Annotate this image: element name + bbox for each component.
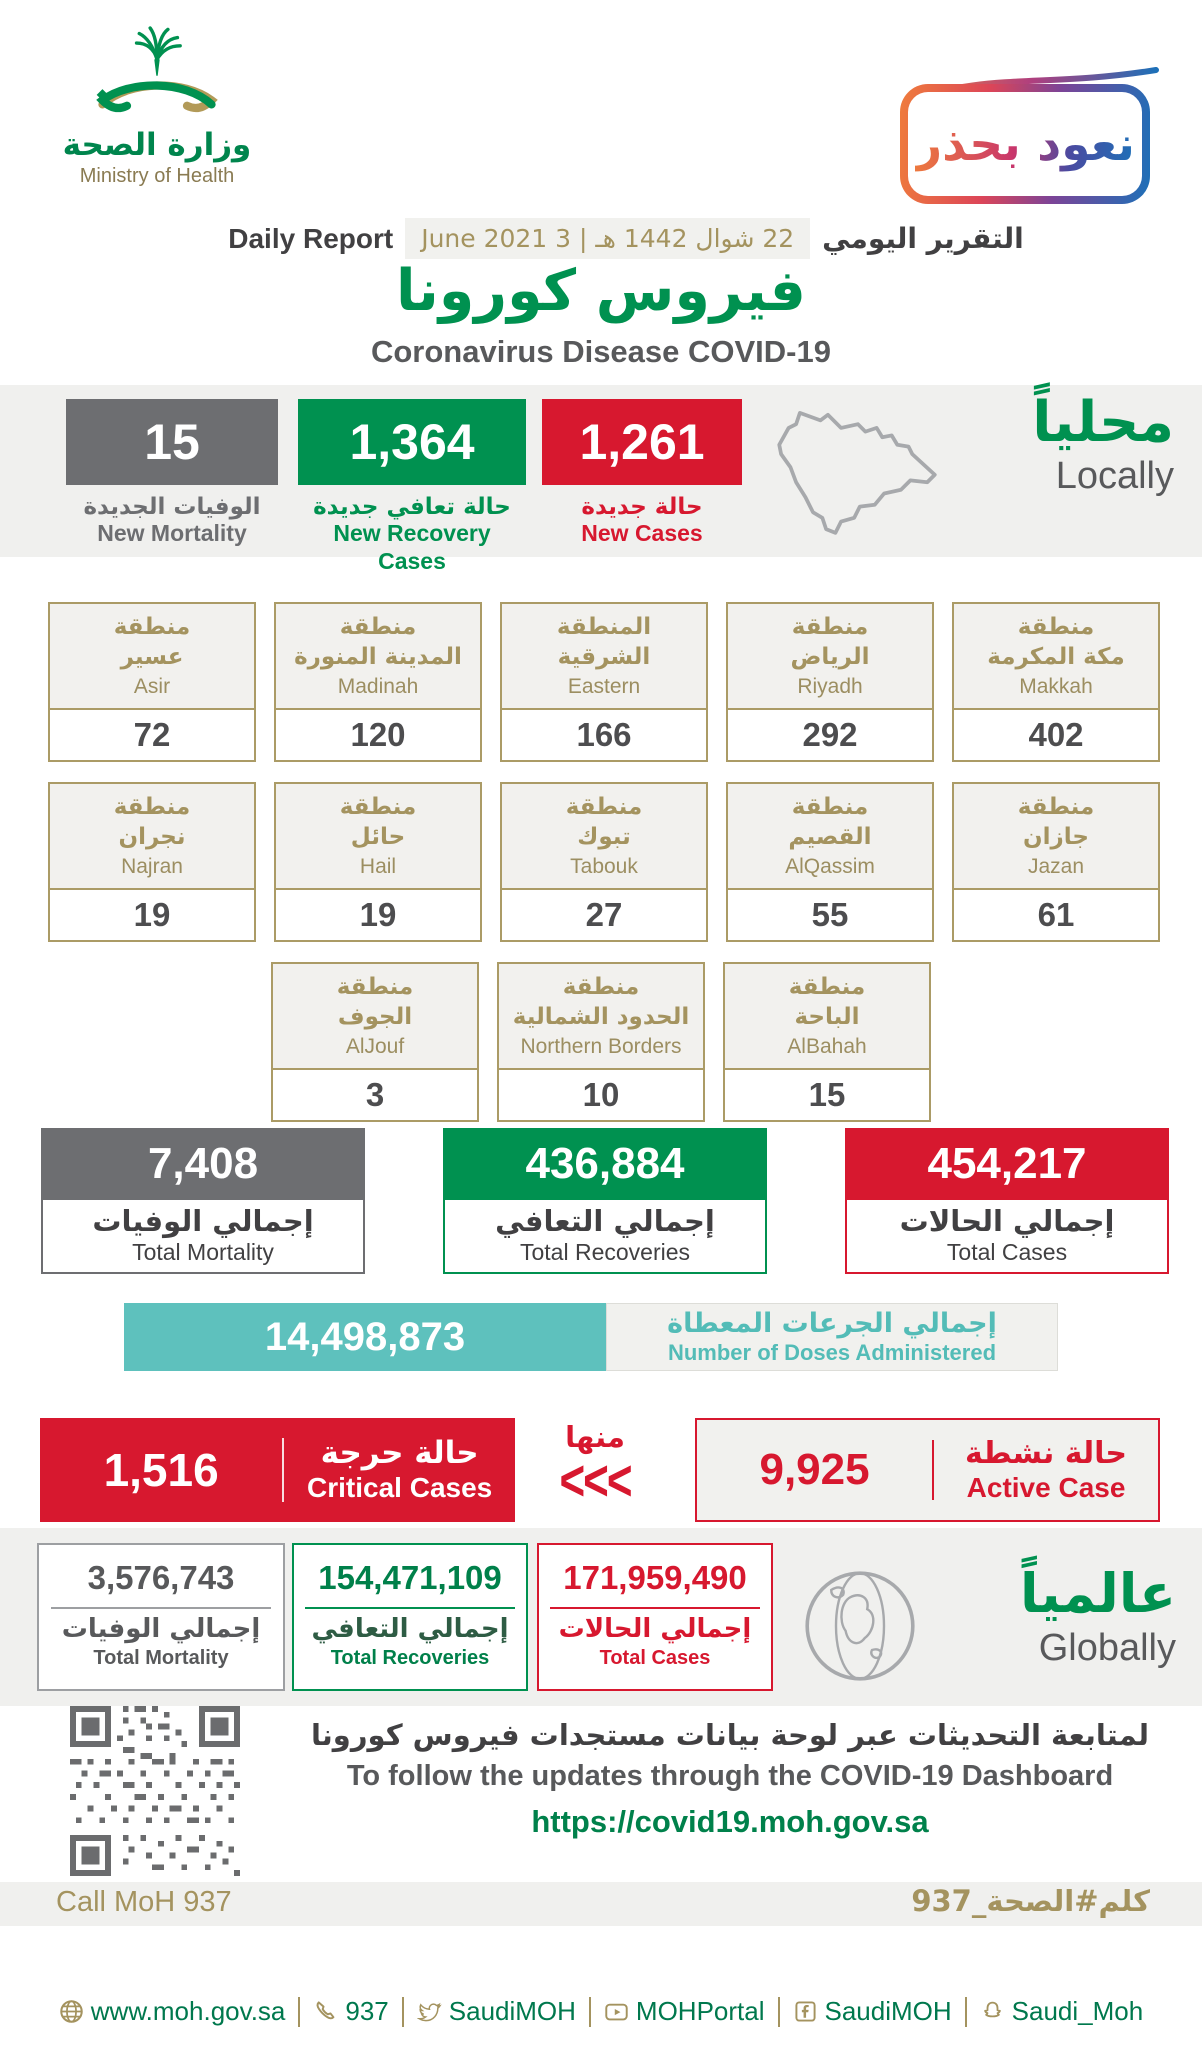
new-cases-stat: [542, 399, 742, 548]
active-cases-value: 9,925: [759, 1445, 870, 1494]
region-name-ar: المنطقة: [556, 613, 652, 640]
new-cases-label-ar: حالة جديدة: [581, 494, 703, 520]
region-name-ar: الرياض: [790, 643, 870, 670]
daily-report-label-ar: التقرير اليومي: [822, 222, 1024, 255]
region-card-header: [502, 604, 706, 710]
region-name-ar: الحدود الشمالية: [512, 1003, 690, 1030]
total-mortality-value: 7,408: [41, 1128, 365, 1200]
region-name-ar: منطقة: [562, 973, 640, 1000]
region-value: 19: [133, 896, 171, 933]
region-card-northern-borders: [497, 962, 705, 1122]
region-value: 402: [1028, 716, 1084, 753]
new-cases-label-en: New Cases: [581, 520, 703, 547]
new-recoveries-label-en: New Recovery Cases: [333, 520, 491, 575]
total-cases-labels: [845, 1200, 1169, 1274]
badge-border: [900, 84, 1150, 204]
region-name-ar: مكة المكرمة: [987, 643, 1125, 670]
globally-heading: [1020, 1562, 1176, 1670]
critical-cases-labels: [284, 1436, 515, 1504]
dashboard-note-arabic: لمتابعة التحديثات عبر لوحة بيانات مستجدات فيروس كورونا: [311, 1718, 1149, 1752]
region-card-header: [954, 784, 1158, 890]
doses-label-en: Number of Doses Administered: [667, 1340, 997, 1365]
report-date-row: [0, 218, 1202, 259]
twitter-link[interactable]: [417, 1996, 576, 2027]
region-name-ar: منطقة: [1017, 793, 1095, 820]
of-which-indicator: [530, 1420, 660, 1514]
new-recoveries-stat: [298, 399, 526, 576]
phone-icon: [313, 1999, 338, 2024]
region-name-ar: القصيم: [788, 823, 872, 850]
qr-code: [70, 1706, 240, 1876]
region-name-ar: منطقة: [339, 793, 417, 820]
new-mortality-label-ar: الوفيات الجديدة: [83, 494, 261, 520]
region-value: 120: [350, 716, 406, 753]
active-cases-label-en: Active Case: [966, 1472, 1126, 1503]
region-value: 61: [1037, 896, 1075, 933]
region-name-ar: الشرقية: [557, 643, 651, 670]
doses-label-ar: إجمالي الجرعات المعطاة: [667, 1308, 997, 1339]
region-row-2: [48, 782, 1160, 942]
global-cases-value: 171,959,490: [563, 1559, 747, 1596]
phone-label: 937: [345, 1996, 389, 2026]
region-value: 55: [811, 896, 849, 933]
global-cases-card: [537, 1543, 773, 1691]
critical-cases-label-en: Critical Cases: [307, 1471, 493, 1503]
region-name-ar: المدينة المنورة: [294, 643, 462, 670]
region-card-aljouf: [271, 962, 479, 1122]
region-name-en: AlBahah: [787, 1035, 867, 1059]
active-cases-card: [695, 1418, 1160, 1522]
twitter-icon: [417, 1999, 442, 2024]
global-mortality-value: 3,576,743: [87, 1559, 235, 1596]
region-value: 292: [802, 716, 858, 753]
locally-heading-arabic: محلياً: [1032, 390, 1174, 455]
global-mortality-card: [37, 1543, 285, 1691]
critical-cases-label-ar: حالة حرجة: [320, 1435, 479, 1472]
region-name-ar: منطقة: [1017, 613, 1095, 640]
region-name-ar: منطقة: [788, 973, 866, 1000]
snapchat-link[interactable]: [980, 1996, 1144, 2027]
region-name-ar: منطقة: [791, 613, 869, 640]
region-value: 72: [133, 716, 171, 753]
total-recoveries-card: [443, 1128, 767, 1274]
region-card-alqassim: [726, 782, 934, 942]
region-card-header: [50, 784, 254, 890]
region-card-header: [499, 964, 703, 1070]
divider: [778, 1997, 780, 2027]
region-name-en: Northern Borders: [520, 1035, 682, 1059]
region-name-ar: نجران: [118, 823, 186, 850]
region-name-en: Makkah: [1019, 675, 1093, 699]
report-date: 22 شوال 1442 هـ | 3 June 2021: [405, 218, 810, 259]
total-recoveries-label-ar: إجمالي التعافي: [495, 1203, 715, 1238]
region-card-hail: [274, 782, 482, 942]
new-mortality-label-en: New Mortality: [97, 520, 247, 547]
global-recoveries-value: 154,471,109: [318, 1559, 502, 1596]
region-name-en: Hail: [359, 855, 397, 879]
divider: [550, 1607, 760, 1609]
doses-administered-value: 14,498,873: [124, 1303, 606, 1371]
saudi-arabia-map-icon: [768, 395, 946, 547]
divider: [965, 1997, 967, 2027]
region-name-ar: منطقة: [113, 793, 191, 820]
region-name-en: Tabouk: [570, 855, 638, 879]
region-name-en: Eastern: [567, 675, 641, 699]
daily-report-label-en: Daily Report: [228, 222, 394, 254]
region-card-eastern: [500, 602, 708, 762]
region-value: 19: [359, 896, 397, 933]
region-name-en: AlQassim: [785, 855, 875, 879]
globe-icon: [800, 1566, 920, 1686]
global-mortality-label-en: Total Mortality: [93, 1647, 229, 1670]
region-name-ar: منطقة: [339, 613, 417, 640]
region-name-ar: منطقة: [565, 793, 643, 820]
new-mortality-stat: [66, 399, 278, 548]
region-card-tabouk: [500, 782, 708, 942]
region-value: 27: [585, 896, 623, 933]
locally-band: [0, 385, 1202, 575]
region-name-ar: تبوك: [577, 823, 631, 850]
divider: [298, 1997, 300, 2027]
region-name-ar: منطقة: [791, 793, 869, 820]
global-cases-label-ar: إجمالي الحالات: [558, 1614, 752, 1644]
region-row-1: [48, 602, 1160, 762]
youtube-icon: [604, 1999, 629, 2024]
global-recoveries-label-ar: إجمالي التعافي: [311, 1614, 509, 1644]
facebook-icon: [793, 1999, 818, 2024]
return-with-caution-badge: [900, 84, 1150, 204]
divider: [589, 1997, 591, 2027]
region-name-ar: الباحة: [794, 1003, 860, 1030]
region-card-header: [276, 784, 480, 890]
globally-band: [0, 1528, 1202, 1706]
region-name-en: Jazan: [1027, 855, 1085, 879]
ministry-name-arabic: وزارة الصحة: [62, 127, 252, 163]
region-name-en: Riyadh: [797, 675, 863, 699]
region-value: 10: [582, 1076, 620, 1113]
region-value: 15: [808, 1076, 846, 1113]
region-name-ar: حائل: [350, 823, 406, 850]
facebook-label: SaudiMOH: [824, 1996, 952, 2026]
global-recoveries-label-en: Total Recoveries: [330, 1647, 490, 1670]
region-card-header: [728, 784, 932, 890]
region-card-header: [502, 784, 706, 890]
youtube-label: MOHPortal: [635, 1996, 765, 2026]
region-name-en: AlJouf: [345, 1035, 405, 1059]
region-card-header: [50, 604, 254, 710]
region-row-3: [271, 962, 931, 1122]
region-card-madinah: [274, 602, 482, 762]
region-card-najran: [48, 782, 256, 942]
total-recoveries-label-en: Total Recoveries: [519, 1239, 691, 1266]
total-mortality-labels: [41, 1200, 365, 1274]
footer-links: [0, 1996, 1202, 2027]
total-recoveries-value: 436,884: [443, 1128, 767, 1200]
phone-link[interactable]: [313, 1996, 388, 2027]
chevron-left-icon: <<<: [559, 1449, 631, 1514]
of-which-label-ar: منها: [565, 1420, 625, 1454]
region-name-en: Najran: [121, 855, 183, 879]
region-name-ar: الجوف: [337, 1003, 413, 1030]
total-cases-card: [845, 1128, 1169, 1274]
region-card-makkah: [952, 602, 1160, 762]
region-name-en: Asir: [133, 675, 171, 699]
divider: [51, 1607, 272, 1609]
region-name-ar: عسير: [120, 643, 184, 670]
dashboard-note-english: To follow the updates through the COVID-19 Dashboard: [346, 1760, 1114, 1792]
region-card-header: [273, 964, 477, 1070]
locally-heading-english: Locally: [1055, 455, 1174, 498]
total-cases-label-ar: إجمالي الحالات: [899, 1203, 1115, 1238]
health-hashtag: كلم#الصحة_937: [911, 1884, 1150, 1918]
new-recoveries-value: 1,364: [298, 399, 526, 485]
region-card-riyadh: [726, 602, 934, 762]
website-link[interactable]: [59, 1996, 286, 2027]
doses-administered-labels: [606, 1303, 1058, 1371]
snapchat-icon: [980, 1999, 1005, 2024]
ministry-name-english: Ministry of Health: [79, 165, 235, 188]
new-mortality-value: 15: [66, 399, 278, 485]
page-title-english: Coronavirus Disease COVID-19: [370, 334, 831, 369]
critical-cases-card: [40, 1418, 515, 1522]
global-cases-label-en: Total Cases: [599, 1647, 711, 1670]
youtube-link[interactable]: [604, 1996, 765, 2027]
region-card-asir: [48, 602, 256, 762]
website-label: www.moh.gov.sa: [90, 1996, 286, 2026]
region-card-albahah: [723, 962, 931, 1122]
critical-cases-value: 1,516: [103, 1444, 219, 1496]
active-cases-label-ar: حالة نشطة: [965, 1436, 1128, 1471]
global-recoveries-card: [292, 1543, 528, 1691]
region-value: 3: [365, 1076, 385, 1113]
region-card-header: [276, 604, 480, 710]
region-name-ar: منطقة: [113, 613, 191, 640]
total-mortality-label-ar: إجمالي الوفيات: [92, 1203, 314, 1238]
badge-text: نعود بحذر: [915, 116, 1135, 172]
active-cases-labels: [934, 1436, 1158, 1504]
page-title-arabic: فيروس كورونا: [396, 258, 806, 324]
snapchat-label: Saudi_Moh: [1011, 1996, 1144, 2026]
total-mortality-card: [41, 1128, 365, 1274]
region-card-jazan: [952, 782, 1160, 942]
total-mortality-label-en: Total Mortality: [132, 1239, 274, 1266]
global-mortality-label-ar: إجمالي الوفيات: [61, 1614, 261, 1644]
badge-inner: [908, 92, 1142, 196]
region-name-ar: منطقة: [336, 973, 414, 1000]
region-name-ar: جازان: [1023, 823, 1089, 850]
locally-heading: [1032, 391, 1174, 498]
globally-heading-arabic: عالمياً: [1020, 1562, 1176, 1625]
region-name-en: Madinah: [337, 675, 419, 699]
region-card-header: [954, 604, 1158, 710]
region-value: 166: [576, 716, 632, 753]
new-cases-value: 1,261: [542, 399, 742, 485]
call-band: [0, 1882, 1202, 1926]
facebook-link[interactable]: [793, 1996, 952, 2027]
region-card-header: [728, 604, 932, 710]
dashboard-url-link[interactable]: https://covid19.moh.gov.sa: [531, 1804, 929, 1839]
divider: [402, 1997, 404, 2027]
total-cases-value: 454,217: [845, 1128, 1169, 1200]
moh-emblem-icon: [82, 14, 232, 128]
moh-logo: [42, 14, 272, 188]
globe-icon: [59, 1999, 84, 2024]
total-cases-label-en: Total Cases: [946, 1239, 1068, 1266]
region-card-header: [725, 964, 929, 1070]
total-recoveries-labels: [443, 1200, 767, 1274]
call-moh-label: Call MoH 937: [56, 1886, 232, 1918]
new-recoveries-label-ar: حالة تعافي جديدة: [313, 494, 511, 520]
globally-heading-english: Globally: [1038, 1626, 1176, 1669]
twitter-label: SaudiMOH: [448, 1996, 576, 2026]
divider: [305, 1607, 515, 1609]
